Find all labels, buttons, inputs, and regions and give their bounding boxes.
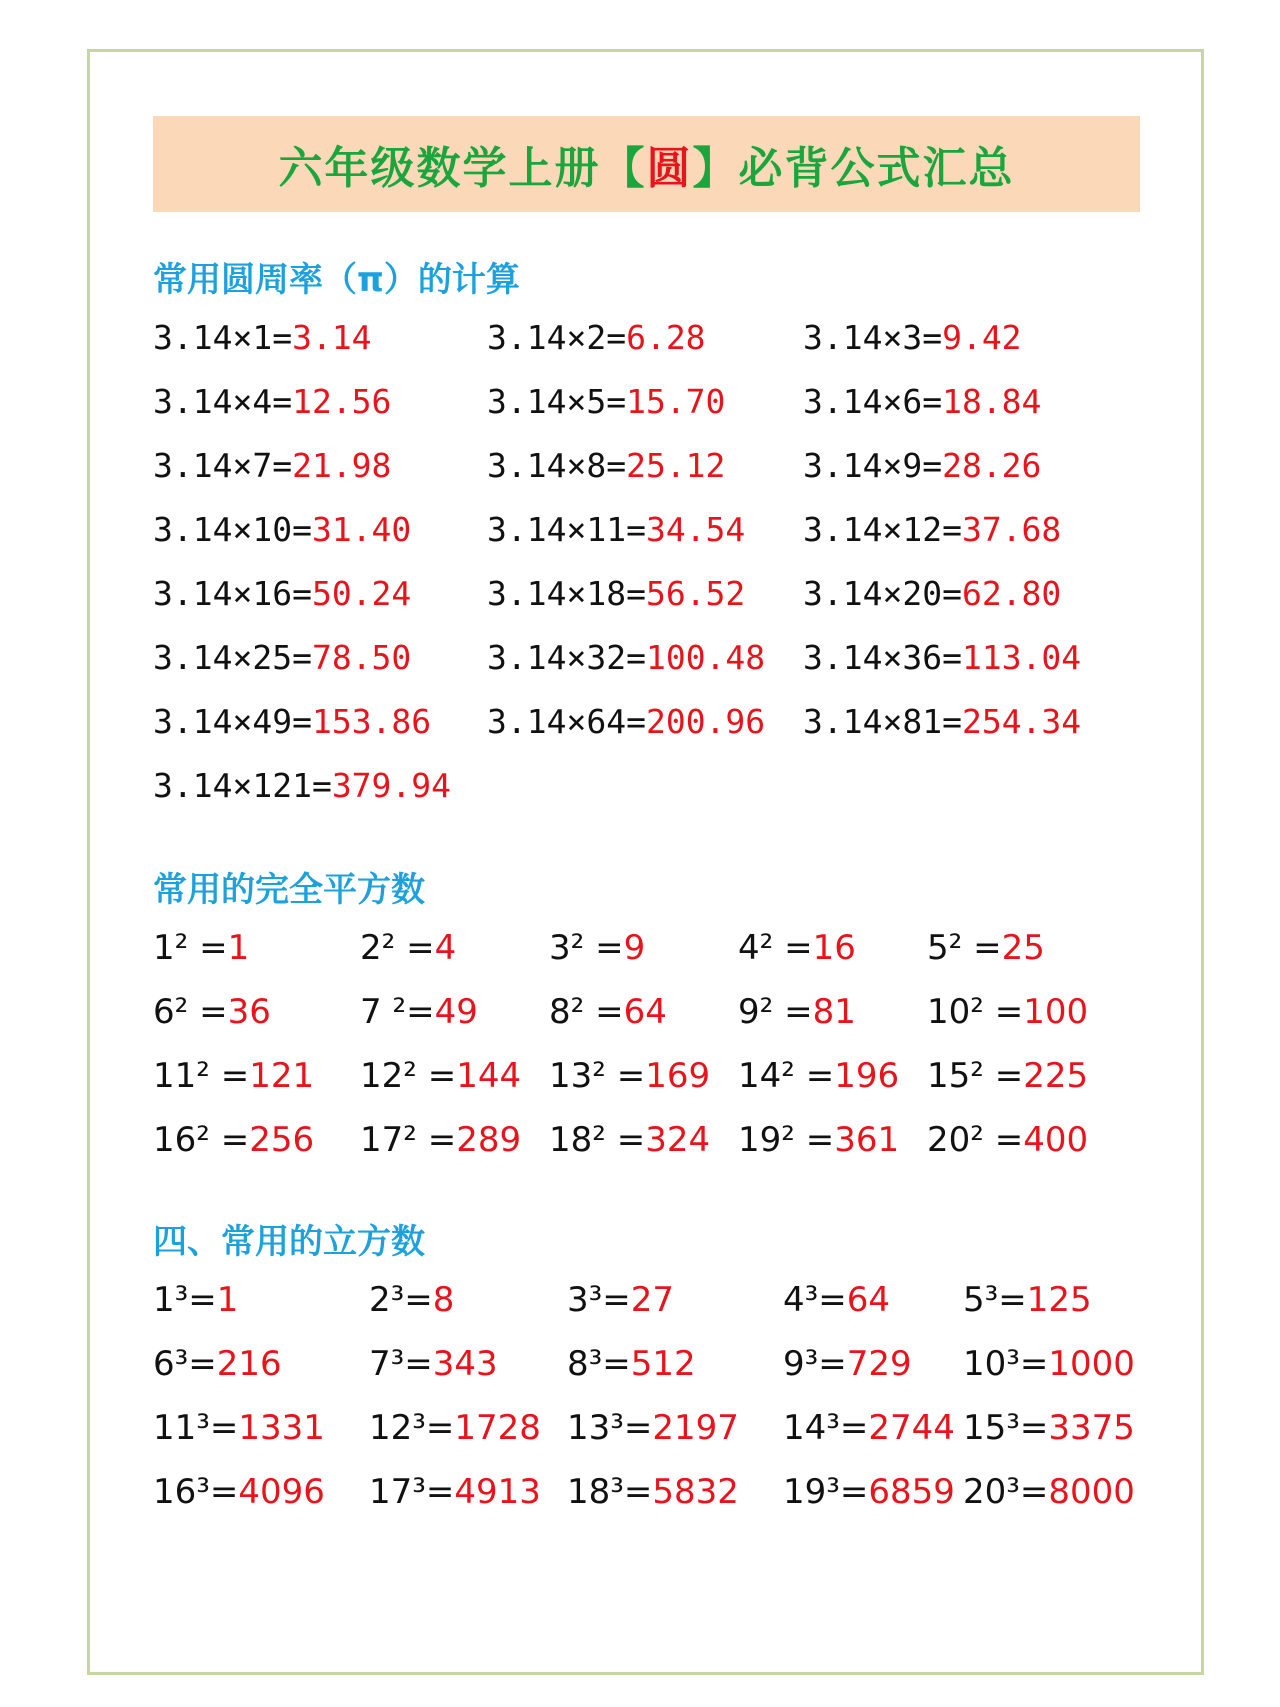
formula-expression: 3.14×49= bbox=[153, 702, 312, 741]
formula-result: 1331 bbox=[238, 1408, 325, 1448]
formula-item bbox=[153, 382, 391, 421]
formula-expression: 7³= bbox=[369, 1344, 433, 1384]
title-prefix: 六年级数学上册【 bbox=[278, 143, 647, 194]
formula-result: 512 bbox=[630, 1344, 696, 1384]
formula-result: 3375 bbox=[1048, 1408, 1135, 1448]
formula-result: 100.48 bbox=[645, 638, 766, 677]
formula-result: 12.56 bbox=[292, 382, 392, 421]
formula-expression: 16² = bbox=[153, 1120, 250, 1160]
formula-item bbox=[549, 1120, 710, 1160]
formula-item bbox=[153, 1344, 282, 1384]
formula-expression: 3.14×121= bbox=[153, 766, 332, 805]
formula-result: 100 bbox=[1023, 992, 1089, 1032]
formula-item bbox=[549, 992, 667, 1032]
formula-item bbox=[153, 574, 411, 613]
formula-result: 31.40 bbox=[311, 510, 412, 549]
formula-expression: 3.14×2= bbox=[487, 318, 627, 357]
formula-result: 729 bbox=[846, 1344, 912, 1384]
formula-expression: 4² = bbox=[738, 928, 813, 968]
formula-item bbox=[927, 992, 1088, 1032]
formula-item bbox=[153, 318, 372, 357]
formula-item bbox=[153, 510, 411, 549]
formula-item bbox=[803, 446, 1041, 485]
formula-expression: 19² = bbox=[738, 1120, 835, 1160]
formula-expression: 1² = bbox=[153, 928, 228, 968]
formula-item bbox=[567, 1408, 739, 1448]
formula-item bbox=[153, 992, 271, 1032]
section-heading-squares: 常用的完全平方数 bbox=[153, 870, 425, 910]
section-heading-pi: 常用圆周率（π）的计算 bbox=[153, 260, 520, 300]
formula-expression: 3² = bbox=[549, 928, 624, 968]
formula-item bbox=[783, 1408, 955, 1448]
formula-item bbox=[803, 702, 1081, 741]
formula-expression: 14² = bbox=[738, 1056, 835, 1096]
formula-expression: 3.14×1= bbox=[153, 318, 293, 357]
formula-item bbox=[567, 1472, 739, 1512]
formula-item bbox=[369, 1472, 541, 1512]
formula-item bbox=[803, 510, 1061, 549]
formula-result: 49 bbox=[434, 992, 478, 1032]
formula-item bbox=[369, 1280, 454, 1320]
formula-result: 34.54 bbox=[645, 510, 746, 549]
formula-item bbox=[487, 446, 725, 485]
formula-result: 37.68 bbox=[961, 510, 1062, 549]
formula-item bbox=[153, 1056, 314, 1096]
formula-result: 121 bbox=[249, 1056, 315, 1096]
formula-expression: 9² = bbox=[738, 992, 813, 1032]
formula-result: 196 bbox=[834, 1056, 900, 1096]
title-highlight: 圆 bbox=[646, 143, 693, 194]
formula-result: 400 bbox=[1023, 1120, 1089, 1160]
formula-item bbox=[487, 382, 725, 421]
formula-result: 6859 bbox=[868, 1472, 955, 1512]
formula-expression: 3.14×9= bbox=[803, 446, 943, 485]
formula-result: 56.52 bbox=[645, 574, 746, 613]
formula-result: 4913 bbox=[454, 1472, 541, 1512]
formula-item bbox=[567, 1280, 674, 1320]
formula-item bbox=[487, 702, 765, 741]
formula-item bbox=[803, 574, 1061, 613]
formula-item bbox=[803, 638, 1081, 677]
formula-item bbox=[153, 1280, 238, 1320]
formula-result: 1728 bbox=[454, 1408, 541, 1448]
formula-result: 256 bbox=[249, 1120, 315, 1160]
formula-expression: 3.14×7= bbox=[153, 446, 293, 485]
formula-result: 1 bbox=[227, 928, 250, 968]
formula-item bbox=[153, 928, 249, 968]
formula-expression: 3.14×36= bbox=[803, 638, 962, 677]
formula-item bbox=[738, 992, 856, 1032]
formula-result: 2197 bbox=[652, 1408, 739, 1448]
formula-result: 50.24 bbox=[311, 574, 412, 613]
formula-result: 225 bbox=[1023, 1056, 1089, 1096]
formula-item bbox=[738, 1120, 899, 1160]
formula-item bbox=[927, 928, 1045, 968]
formula-expression: 17² = bbox=[360, 1120, 457, 1160]
formula-result: 254.34 bbox=[961, 702, 1082, 741]
formula-result: 9 bbox=[623, 928, 646, 968]
formula-expression: 4³= bbox=[783, 1280, 847, 1320]
formula-expression: 8³= bbox=[567, 1344, 631, 1384]
formula-result: 113.04 bbox=[961, 638, 1082, 677]
formula-expression: 3.14×4= bbox=[153, 382, 293, 421]
formula-result: 153.86 bbox=[311, 702, 432, 741]
formula-expression: 11³= bbox=[153, 1408, 239, 1448]
formula-result: 8 bbox=[432, 1280, 455, 1320]
formula-result: 18.84 bbox=[942, 382, 1042, 421]
formula-expression: 13³= bbox=[567, 1408, 653, 1448]
formula-expression: 3.14×11= bbox=[487, 510, 646, 549]
formula-expression: 3.14×12= bbox=[803, 510, 962, 549]
formula-item bbox=[153, 1408, 325, 1448]
formula-expression: 6² = bbox=[153, 992, 228, 1032]
formula-result: 144 bbox=[456, 1056, 522, 1096]
formula-item bbox=[927, 1120, 1088, 1160]
formula-item bbox=[487, 318, 706, 357]
formula-expression: 19³= bbox=[783, 1472, 869, 1512]
formula-result: 9.42 bbox=[942, 318, 1022, 357]
formula-expression: 3.14×8= bbox=[487, 446, 627, 485]
formula-result: 15.70 bbox=[626, 382, 726, 421]
formula-item bbox=[927, 1056, 1088, 1096]
formula-result: 64 bbox=[846, 1280, 891, 1320]
formula-result: 78.50 bbox=[311, 638, 412, 677]
formula-item bbox=[360, 928, 456, 968]
formula-expression: 3.14×6= bbox=[803, 382, 943, 421]
formula-result: 289 bbox=[456, 1120, 522, 1160]
formula-result: 28.26 bbox=[942, 446, 1042, 485]
formula-item bbox=[567, 1344, 696, 1384]
title-suffix: 】必背公式汇总 bbox=[692, 143, 1015, 194]
formula-expression: 14³= bbox=[783, 1408, 869, 1448]
formula-expression: 2³= bbox=[369, 1280, 433, 1320]
formula-result: 5832 bbox=[652, 1472, 739, 1512]
formula-item bbox=[360, 1056, 521, 1096]
formula-expression: 13² = bbox=[549, 1056, 646, 1096]
formula-result: 4096 bbox=[238, 1472, 325, 1512]
formula-result: 379.94 bbox=[331, 766, 452, 805]
formula-item bbox=[360, 992, 478, 1032]
formula-expression: 3.14×18= bbox=[487, 574, 646, 613]
formula-item bbox=[153, 766, 451, 805]
formula-result: 4 bbox=[434, 928, 457, 968]
formula-expression: 20² = bbox=[927, 1120, 1024, 1160]
formula-expression: 15³= bbox=[963, 1408, 1049, 1448]
formula-item bbox=[153, 1472, 325, 1512]
formula-item bbox=[963, 1408, 1135, 1448]
formula-expression: 5² = bbox=[927, 928, 1002, 968]
formula-expression: 11² = bbox=[153, 1056, 250, 1096]
formula-result: 361 bbox=[834, 1120, 900, 1160]
formula-item bbox=[803, 318, 1022, 357]
formula-item bbox=[783, 1472, 955, 1512]
formula-result: 169 bbox=[645, 1056, 711, 1096]
formula-result: 64 bbox=[623, 992, 667, 1032]
formula-result: 1000 bbox=[1048, 1344, 1135, 1384]
formula-result: 200.96 bbox=[645, 702, 766, 741]
formula-result: 1 bbox=[216, 1280, 239, 1320]
formula-expression: 9³= bbox=[783, 1344, 847, 1384]
formula-expression: 3.14×25= bbox=[153, 638, 312, 677]
formula-expression: 10³= bbox=[963, 1344, 1049, 1384]
formula-result: 324 bbox=[645, 1120, 711, 1160]
formula-item bbox=[369, 1408, 541, 1448]
formula-expression: 1³= bbox=[153, 1280, 217, 1320]
formula-item bbox=[369, 1344, 498, 1384]
formula-expression: 3.14×16= bbox=[153, 574, 312, 613]
formula-expression: 10² = bbox=[927, 992, 1024, 1032]
section-heading-cubes: 四、常用的立方数 bbox=[153, 1222, 425, 1262]
formula-item bbox=[153, 446, 391, 485]
formula-item bbox=[783, 1280, 890, 1320]
formula-expression: 18³= bbox=[567, 1472, 653, 1512]
formula-item bbox=[153, 638, 411, 677]
formula-item bbox=[487, 638, 765, 677]
formula-expression: 12³= bbox=[369, 1408, 455, 1448]
formula-expression: 8² = bbox=[549, 992, 624, 1032]
formula-expression: 3.14×32= bbox=[487, 638, 646, 677]
formula-result: 36 bbox=[227, 992, 271, 1032]
formula-result: 2744 bbox=[868, 1408, 955, 1448]
formula-expression: 12² = bbox=[360, 1056, 457, 1096]
formula-result: 25 bbox=[1001, 928, 1045, 968]
formula-result: 343 bbox=[432, 1344, 498, 1384]
formula-expression: 17³= bbox=[369, 1472, 455, 1512]
formula-item bbox=[963, 1280, 1092, 1320]
formula-result: 25.12 bbox=[626, 446, 726, 485]
formula-expression: 6³= bbox=[153, 1344, 217, 1384]
formula-result: 81 bbox=[812, 992, 856, 1032]
formula-expression: 3.14×81= bbox=[803, 702, 962, 741]
formula-expression: 16³= bbox=[153, 1472, 239, 1512]
formula-item bbox=[153, 1120, 314, 1160]
formula-result: 125 bbox=[1026, 1280, 1092, 1320]
formula-expression: 18² = bbox=[549, 1120, 646, 1160]
page-title bbox=[153, 116, 1140, 212]
formula-item bbox=[783, 1344, 912, 1384]
formula-item bbox=[549, 1056, 710, 1096]
formula-result: 27 bbox=[630, 1280, 675, 1320]
formula-expression: 3.14×64= bbox=[487, 702, 646, 741]
formula-expression: 3.14×3= bbox=[803, 318, 943, 357]
formula-result: 62.80 bbox=[961, 574, 1062, 613]
formula-result: 21.98 bbox=[292, 446, 392, 485]
formula-item bbox=[738, 928, 856, 968]
formula-item bbox=[487, 510, 745, 549]
formula-result: 216 bbox=[216, 1344, 282, 1384]
formula-item bbox=[153, 702, 431, 741]
formula-item bbox=[803, 382, 1041, 421]
formula-item bbox=[963, 1472, 1135, 1512]
formula-expression: 3³= bbox=[567, 1280, 631, 1320]
formula-result: 16 bbox=[812, 928, 856, 968]
formula-result: 3.14 bbox=[292, 318, 372, 357]
formula-item bbox=[549, 928, 645, 968]
formula-item bbox=[487, 574, 745, 613]
formula-result: 6.28 bbox=[626, 318, 706, 357]
formula-item bbox=[360, 1120, 521, 1160]
formula-expression: 3.14×5= bbox=[487, 382, 627, 421]
formula-item bbox=[738, 1056, 899, 1096]
formula-result: 8000 bbox=[1048, 1472, 1135, 1512]
formula-expression: 3.14×10= bbox=[153, 510, 312, 549]
formula-expression: 2² = bbox=[360, 928, 435, 968]
formula-expression: 20³= bbox=[963, 1472, 1049, 1512]
formula-expression: 5³= bbox=[963, 1280, 1027, 1320]
formula-item bbox=[963, 1344, 1135, 1384]
formula-expression: 7 ²= bbox=[360, 992, 435, 1032]
formula-expression: 15² = bbox=[927, 1056, 1024, 1096]
formula-expression: 3.14×20= bbox=[803, 574, 962, 613]
